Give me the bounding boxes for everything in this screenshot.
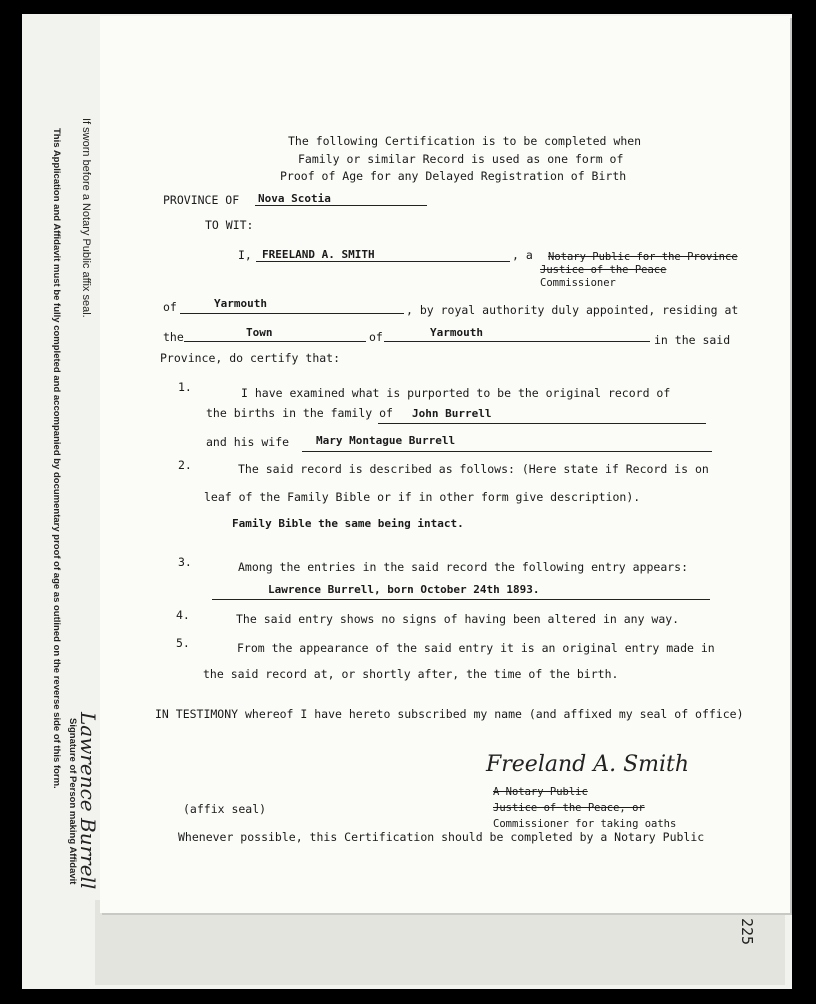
father-underline bbox=[378, 423, 706, 424]
page-number: 225 bbox=[738, 918, 756, 946]
title-struck-notary: Notary Public for the Province bbox=[548, 251, 738, 263]
sig-title-struck-notary: A Notary Public bbox=[493, 786, 588, 798]
of-underline bbox=[180, 313, 404, 314]
sig-title-struck-justice: Justice of the Peace, or bbox=[493, 802, 645, 814]
item-2-line-2: leaf of the Family Bible or if in other form give description). bbox=[204, 490, 641, 504]
of-label: of bbox=[163, 300, 177, 314]
province-underline bbox=[255, 205, 427, 206]
mother-underline bbox=[302, 451, 712, 452]
certifier-a: , a bbox=[512, 248, 533, 262]
the-value: Town bbox=[246, 326, 273, 339]
of2-label: of bbox=[369, 330, 383, 344]
province-label: PROVINCE OF bbox=[163, 193, 240, 207]
testimony: IN TESTIMONY whereof I have hereto subscribed my name (and affixed my seal of office) bbox=[155, 707, 744, 721]
province-certify: Province, do certify that: bbox=[160, 351, 341, 365]
item-2-answer: Family Bible the same being intact. bbox=[232, 517, 464, 530]
to-wit: TO WIT: bbox=[205, 218, 254, 232]
certifier-name: FREELAND A. SMITH bbox=[262, 248, 375, 261]
item-2-line-1: The said record is described as follows: (Here state if Record is on bbox=[238, 462, 709, 476]
the-label: the bbox=[163, 330, 184, 344]
item-4-line-1: The said entry shows no signs of having been altered in any way. bbox=[236, 612, 680, 626]
of-value: Yarmouth bbox=[214, 297, 267, 310]
sworn-note: If sworn before a Notary Public affix seal. bbox=[80, 118, 92, 318]
the-underline bbox=[184, 341, 366, 342]
item-3-line-1: Among the entries in the said record the following entry appears: bbox=[238, 560, 689, 574]
title-commissioner: Commissioner bbox=[540, 277, 616, 289]
header-line-3: Proof of Age for any Delayed Registration of Birth bbox=[280, 169, 627, 183]
header-line-1: The following Certification is to be completed when bbox=[288, 134, 642, 148]
wife-label: and his wife bbox=[206, 435, 290, 449]
father-name: John Burrell bbox=[412, 407, 492, 420]
appointed-text: , by royal authority duly appointed, residing at bbox=[406, 303, 739, 317]
notary-signature: Freeland A. Smith bbox=[486, 752, 690, 777]
item-3-entry: Lawrence Burrell, born October 24th 1893. bbox=[268, 583, 540, 596]
affix-seal: (affix seal) bbox=[183, 802, 267, 816]
sig-title-commissioner: Commissioner for taking oaths bbox=[493, 818, 677, 830]
footer-note: Whenever possible, this Certification should be completed by a Notary Public bbox=[178, 830, 705, 844]
item-1-line-2: the births in the family of bbox=[206, 406, 393, 420]
signature-caption: Signature of Person making Affidavit bbox=[67, 718, 78, 885]
item-5-line-1: From the appearance of the said entry it is an original entry made in bbox=[237, 641, 715, 655]
in-said: in the said bbox=[654, 333, 731, 347]
title-struck-justice: Justice of the Peace bbox=[540, 264, 667, 276]
of2-underline bbox=[384, 341, 650, 342]
item-5-line-2: the said record at, or shortly after, the time of the birth. bbox=[203, 667, 619, 681]
mother-name: Mary Montague Burrell bbox=[316, 434, 456, 447]
header-line-2: Family or similar Record is used as one form of bbox=[298, 152, 624, 166]
certifier-prefix: I, bbox=[238, 248, 252, 262]
province-value: Nova Scotia bbox=[258, 192, 331, 205]
certifier-underline bbox=[256, 261, 510, 262]
item-4-number: 4. bbox=[176, 608, 190, 622]
item-1-line-1: I have examined what is purported to be the original record of bbox=[241, 386, 671, 400]
item-2-number: 2. bbox=[178, 458, 192, 472]
entry-underline bbox=[212, 599, 710, 600]
applicant-signature-scrawl: Lawrence Burrell bbox=[76, 712, 100, 890]
item-3-number: 3. bbox=[178, 555, 192, 569]
application-note: This Application and Affidavit must be fully completed and accompanied by documentary proof of age as outlined on the reverse side of this form. bbox=[51, 128, 62, 789]
item-1-number: 1. bbox=[178, 380, 192, 394]
of2-value: Yarmouth bbox=[430, 326, 483, 339]
item-5-number: 5. bbox=[176, 636, 190, 650]
